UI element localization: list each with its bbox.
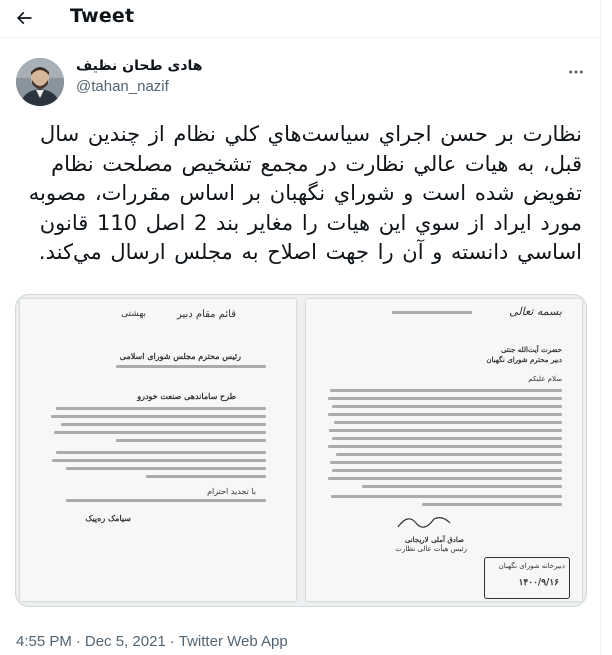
doc-left-top-note2: بهشتی xyxy=(121,309,146,319)
doc-right-line xyxy=(328,397,562,400)
doc-right-basmala: بسمه تعالی xyxy=(509,305,562,318)
doc-right-signer-title: رئیس هیأت عالی نظارت xyxy=(395,545,467,553)
separator: · xyxy=(75,633,81,650)
display-name[interactable]: هادی طحان نظیف xyxy=(76,58,203,74)
doc-right-line xyxy=(392,311,472,314)
tweet-text: نظارت بر حسن اجراي سياست‌هاي كلي نظام از چندين سال قبل، به هيات عالي نظارت در مجمع تشخيص مصلحت نظام تفويض شده است و شوراي نگهبان بر اساس مقررات، مصوبه مورد ايراد از سوي اين هيات را مغاير بند 2 اصل 110 قانون اساسي دانسته و آن را جهت اصلاح به مجلس ارسال مي‌كند. xyxy=(28,122,582,264)
doc-left-line xyxy=(66,467,266,470)
doc-right-line xyxy=(422,503,562,506)
tweet-source[interactable]: Twitter Web App xyxy=(178,633,288,650)
page-title: Tweet xyxy=(70,5,135,27)
doc-right-line xyxy=(362,485,562,488)
doc-right-line xyxy=(330,389,562,392)
doc-left-title: رئیس محترم مجلس شورای اسلامی xyxy=(119,351,241,361)
stamp-box xyxy=(484,557,570,599)
doc-left-line xyxy=(54,431,266,434)
doc-right-line xyxy=(331,495,562,498)
doc-right-line xyxy=(328,477,562,480)
doc-left-line xyxy=(116,439,266,442)
doc-right-greeting: سلام علیکم xyxy=(528,375,562,383)
avatar[interactable] xyxy=(16,58,64,106)
tweet-date[interactable]: Dec 5, 2021 xyxy=(84,633,166,650)
doc-left-signer: سیامک ره‌پیک xyxy=(85,513,131,523)
tweet-time[interactable]: 4:55 PM xyxy=(16,633,72,650)
doc-left-line xyxy=(51,415,266,418)
arrow-left-icon xyxy=(14,8,34,28)
tweet-media[interactable] xyxy=(15,294,587,607)
user-handle[interactable]: @tahan_nazif xyxy=(76,78,169,95)
tweet-author xyxy=(16,52,586,108)
doc-right-subheading: دبیر محترم شورای نگهبان xyxy=(486,355,562,364)
doc-left-line xyxy=(61,423,266,426)
doc-right-line xyxy=(334,421,562,424)
doc-right-line xyxy=(336,453,562,456)
doc-left-top-note: قائم مقام دبیر xyxy=(176,309,236,320)
doc-right-heading: حضرت آیت‌الله جنتی xyxy=(500,345,562,354)
header-divider xyxy=(0,37,600,38)
doc-left-line xyxy=(66,499,266,502)
tweet-timestamp xyxy=(16,633,288,650)
doc-left-line xyxy=(52,459,266,462)
doc-right-line xyxy=(332,405,562,408)
separator: · xyxy=(169,633,175,650)
signature-icon xyxy=(394,509,454,533)
tweet-header xyxy=(0,0,600,36)
doc-right-line xyxy=(330,461,562,464)
stamp-line1: دبیرخانه شورای نگهبان xyxy=(498,562,565,570)
back-button[interactable] xyxy=(12,6,36,30)
avatar-portrait-icon xyxy=(16,58,64,106)
doc-left-line xyxy=(146,475,266,478)
doc-right-line xyxy=(329,429,562,432)
doc-left-line xyxy=(56,451,266,454)
column-border xyxy=(600,0,601,655)
stamp-line2: ۱۴۰۰/۹/۱۶ xyxy=(518,578,559,588)
author-names xyxy=(76,58,203,95)
doc-left-subject: طرح ساماندهی صنعت خودرو xyxy=(137,391,236,401)
doc-right-line xyxy=(332,469,562,472)
doc-left-closing: با تجدید احترام xyxy=(207,487,256,496)
document-image-left xyxy=(20,299,296,601)
doc-right-line xyxy=(332,437,562,440)
doc-right-signer: صادق آملی لاریجانی xyxy=(404,535,464,544)
more-horizontal-icon xyxy=(567,63,585,81)
doc-right-line xyxy=(328,445,562,448)
document-image-right xyxy=(306,299,582,601)
doc-left-line xyxy=(116,365,266,368)
doc-right-line xyxy=(328,413,562,416)
doc-left-line xyxy=(56,407,266,410)
more-options-button[interactable] xyxy=(566,62,586,82)
